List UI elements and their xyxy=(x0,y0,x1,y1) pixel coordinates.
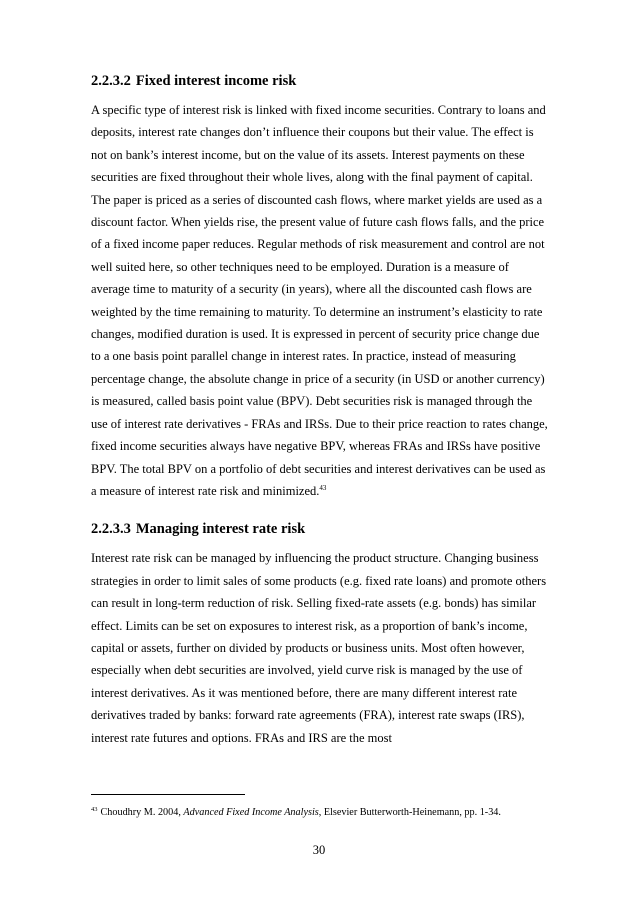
section-title: Fixed interest income risk xyxy=(135,73,297,89)
footnote-text-after: , Elsevier Butterworth-Heinemann, pp. 1-34. xyxy=(318,807,501,818)
section-paragraph xyxy=(91,99,549,502)
paragraph-text: A specific type of interest risk is linked with fixed income securities. Contrary to loans and deposits, interest rate changes don’t influence their coupons but their value. The effect is not on bank’s interest income, but on the value of its assets. Interest payments on these securities are fixed throughout their whole lives, along with the final payment of capital. The paper is priced as a series of discounted cash flows, where market yields are used as a discount factor. When yields rise, the present value of future cash flows falls, and the price of a fixed income paper reduces. Regular methods of risk measurement and control are not well suited here, so other techniques need to be employed. Duration is a measure of average time to maturity of a security (in years), where all the discounted cash flows are weighted by the time remaining to maturity. To determine an instrument’s elasticity to rate changes, modified duration is used. It is expressed in percent of security price change due to a one basis point parallel change in interest rates. In practice, instead of measuring percentage change, the absolute change in price of a security (in USD or another currency) is measured, called basis point value (BPV). Debt securities risk is managed through the use of interest rate derivatives - FRAs and IRSs. Due to their price reaction to rates change, fixed income securities always have negative BPV, whereas FRAs and IRSs have positive BPV. The total BPV on a portfolio of debt securities and interest derivatives can be used as a measure of interest rate risk and minimized. xyxy=(91,103,548,498)
section-title: Managing interest rate risk xyxy=(135,521,306,538)
section-number: 2.2.3.2 xyxy=(91,73,131,89)
footnote-divider xyxy=(91,794,245,795)
footnote-book-title: Advanced Fixed Income Analysis xyxy=(183,807,319,818)
page-content xyxy=(91,70,549,749)
footnote-reference[interactable]: 43 xyxy=(319,483,327,492)
footnote-text-before: Choudhry M. 2004, xyxy=(100,807,184,818)
section-fixed-interest-income-risk xyxy=(91,70,549,502)
section-heading xyxy=(91,518,549,540)
page-number: 30 xyxy=(312,843,326,857)
footnote xyxy=(91,806,561,820)
section-number: 2.2.3.3 xyxy=(91,521,131,538)
section-managing-interest-rate-risk xyxy=(91,518,549,749)
section-heading xyxy=(91,70,549,92)
section-paragraph: Interest rate risk can be managed by influencing the product structure. Changing business strategies in order to limit sales of some products (e.g. fixed rate loans) and promote others can result in long-term reduction of risk. Selling fixed-rate assets (e.g. bonds) has similar effect. Limits can be set on exposures to interest risk, as a proportion of bank’s income, capital or assets, further on divided by products or business units. Most often however, especially when debt securities are involved, yield curve risk is managed by the use of interest derivatives. As it was mentioned before, there are many different interest rate derivatives traded by banks: forward rate agreements (FRA), interest rate swaps (IRS), interest rate futures and options. FRAs and IRS are the most xyxy=(91,551,547,745)
footnote-number: 43 xyxy=(91,806,98,813)
